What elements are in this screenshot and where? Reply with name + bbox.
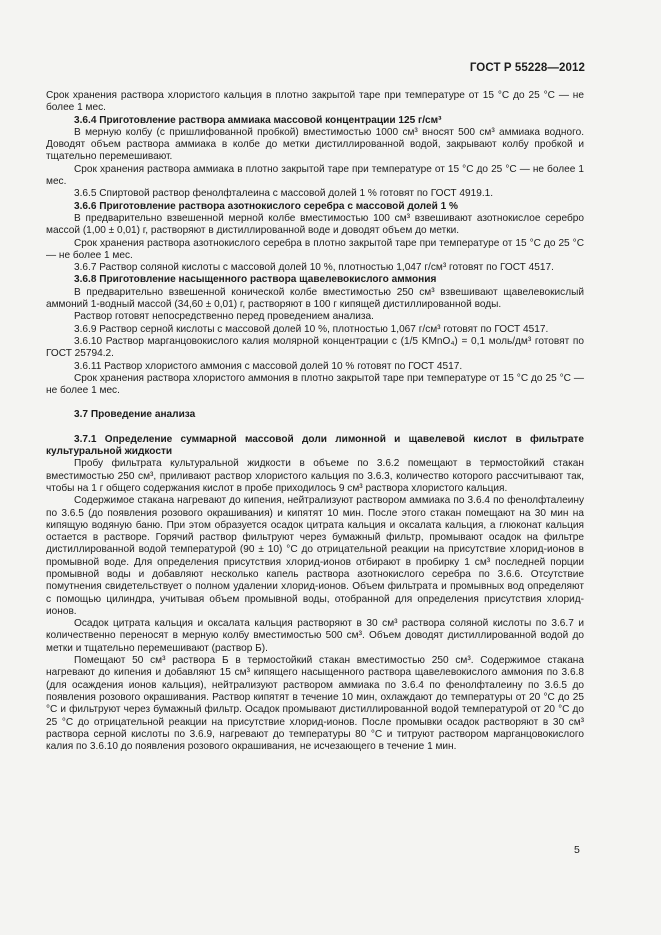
paragraph: В предварительно взвешенной конической колбе вместимостью 250 см³ взвешивают щавелевокислый аммоний 1-водный массой (34,60 ± 0,01) г, растворяют в 100 г кипящей дистиллированной воды. [46,286,584,311]
section-heading: 3.7.1 Определение суммарной массовой доли лимонной и щавелевой кислот в фильтрате культуральной жидкости [46,433,584,458]
paragraph: Помещают 50 см³ раствора Б в термостойкий стакан вместимостью 250 см³. Содержимое стакана нагревают до кипения и добавляют 15 см³ кипящего насыщенного раствора щавелевокислого аммония по 3.6.8 (для осаждения ионов кальция), нейтрализуют раствором аммиака по 3.6.4 по фенолфталеину по 3.6.5 до появления розового окрашивания. Раствор кипятят в течение 10 мин, охлаждают до температуры от 20 °С до 25 °С и фильтруют через бумажный фильтр. Осадок промывают дистиллированной водой температурой от 20 °С до 25 °С до отрицательной реакции на присутствие хлорид-ионов. После промывки осадок растворяют в 30 см³ раствора серной кислоты по 3.6.9, нагревают до температуры 80 °С и титруют раствором марганцовокислого калия по 3.6.10 до появления розового окрашивания, не исчезающего в течение 1 мин. [46,655,584,753]
section-heading: 3.6.8 Приготовление насыщенного раствора щавелевокислого аммония [74,274,437,286]
paragraph: Осадок цитрата кальция и оксалата кальция растворяют в 30 см³ раствора соляной кислоты по 3.6.7 и количественно переносят в мерную колбу вместимостью 500 см³. Объем доводят дистиллированной водой до метки и тщательно перемешивают (раствор Б). [46,618,584,654]
paragraph: Срок хранения раствора хлористого аммония в плотно закрытой таре при температуре от 15 °С до 25 °С — не более 1 мес. [46,372,584,397]
paragraph: Раствор готовят непосредственно перед проведением анализа. [74,311,374,323]
section-heading: 3.6.4 Приготовление раствора аммиака массовой концентрации 125 г/см³ [74,114,442,126]
paragraph: В мерную колбу (с пришлифованной пробкой) вместимостью 1000 см³ вносят 500 см³ аммиака водного. Доводят объем раствора аммиака в колбе до метки дистиллированной водой, закрывают колбу пробкой и тщательно перемешивают. [46,126,584,163]
section-heading: 3.7 Проведение анализа [74,409,196,421]
paragraph: 3.6.9 Раствор серной кислоты с массовой долей 10 %, плотностью 1,067 г/см³ готовят по ГОСТ 4517. [74,323,549,335]
paragraph: Срок хранения раствора аммиака в плотно закрытой таре при температуре от 15 °С до 25 °С — не более 1 мес. [46,163,584,188]
paragraph: Срок хранения раствора хлористого кальция в плотно закрытой таре при температуре от 15 °С до 25 °С — не более 1 мес. [46,90,584,114]
paragraph: Пробу фильтрата культуральной жидкости в объеме по 3.6.2 помещают в термостойкий стакан вместимостью 250 см³, приливают раствор хлористого кальция по 3.6.3, количество которого рассчитывают так, чтобы на 1 г общего содержания кислот в пробе приходилось 9 см³ раствора хлористого кальция. [46,458,584,494]
document-body [46,90,584,753]
section-heading: 3.6.6 Приготовление раствора азотнокислого серебра с массовой долей 1 % [74,200,458,212]
paragraph: Срок хранения раствора азотнокислого серебра в плотно закрытой таре при температуре от 15 °С до 25 °С — не более 1 мес. [46,237,584,261]
paragraph: Содержимое стакана нагревают до кипения, нейтрализуют раствором аммиака по 3.6.4 по фенолфталеину по 3.6.5 (до появления розового окрашивания) и кипятят 10 мин. После этого стакан помещают на 30 мин на кипящую водяную баню. При этом образуется осадок цитрата кальция и оксалата кальция, а глюконат кальция остается в растворе. Горячий раствор фильтруют через бумажный фильтр, промывают осадок на фильтре дистиллированной водой температурой (90 ± 10) °С до отрицательной реакции на присутствие хлорид-ионов в промывной воде. Для определения присутствия хлорид-ионов отбирают в пробирку 1 см³ последней порции промывной воды и добавляют несколько капель раствора азотнокислого серебра по 3.6.6. Отсутствие помутнения свидетельствует о полном удалении хлорид-ионов. Объем фильтрата и промывных вод определяют с помощью цилиндра, учитывая объем промывной воды, отобранной для определения присутствия хлорид-ионов. [46,495,584,617]
standard-header: ГОСТ Р 55228—2012 [469,62,585,74]
page-number: 5 [574,844,580,856]
paragraph: В предварительно взвешенной мерной колбе вместимостью 100 см³ взвешивают азотнокислое серебро массой (1,00 ± 0,01) г, растворяют в дистиллированной воде и доводят объем до метки. [46,212,584,237]
paragraph: 3.6.11 Раствор хлористого аммония с массовой долей 10 % готовят по ГОСТ 4517. [74,360,463,372]
paragraph: 3.6.10 Раствор марганцовокислого калия молярной концентрации c (1/5 KMnO₄) = 0,1 моль/дм³ готовят по ГОСТ 25794.2. [46,335,584,360]
paragraph: 3.6.5 Спиртовой раствор фенолфталеина с массовой долей 1 % готовят по ГОСТ 4919.1. [74,188,494,200]
paragraph: 3.6.7 Раствор соляной кислоты с массовой долей 10 %, плотностью 1,047 г/см³ готовят по ГОСТ 4517. [74,262,554,274]
